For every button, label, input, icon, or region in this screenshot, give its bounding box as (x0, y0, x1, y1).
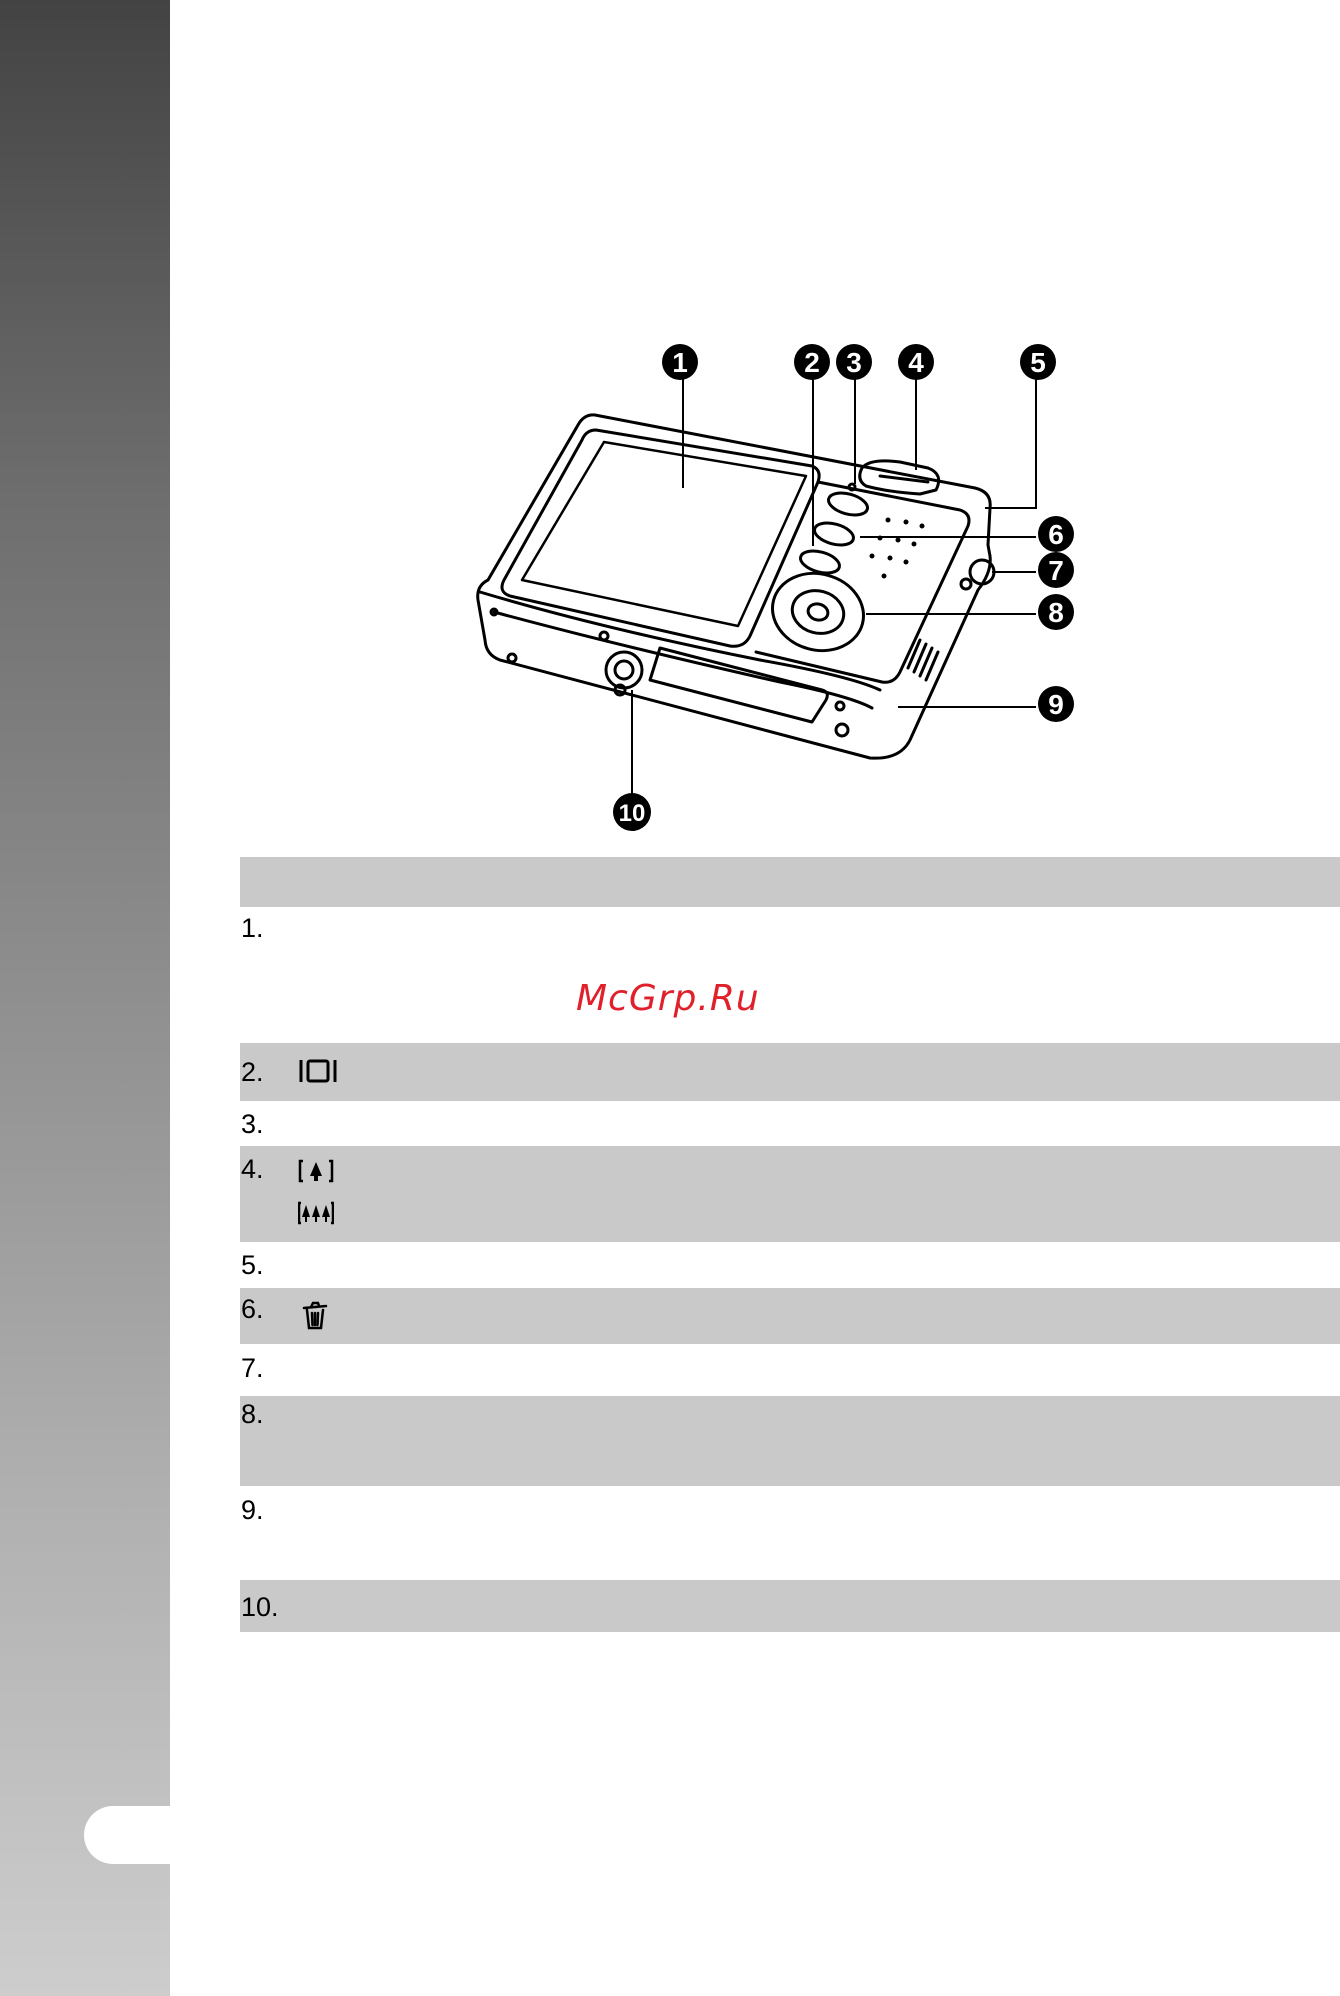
table-row (240, 1288, 1340, 1344)
callout-4 (898, 344, 934, 380)
watermark: McGrp.Ru (576, 978, 760, 1019)
svg-text:1: 1 (672, 347, 688, 378)
svg-text:4: 4 (908, 347, 924, 378)
callout-9 (1038, 686, 1074, 722)
table-row (240, 1146, 1340, 1242)
row-number: 2. (241, 1057, 264, 1087)
callout-6 (1038, 516, 1074, 552)
table-row (240, 1242, 1340, 1288)
svg-text:8: 8 (1048, 597, 1064, 628)
zoom-tele-icon (298, 1159, 334, 1188)
svg-text:5: 5 (1030, 347, 1046, 378)
table-row (240, 1396, 1340, 1486)
callout-1 (662, 344, 698, 380)
callout-2 (794, 344, 830, 380)
callout-3 (836, 344, 872, 380)
svg-text:10: 10 (618, 800, 646, 827)
zoom-wide-icon (298, 1201, 334, 1230)
table-row (240, 907, 1340, 1043)
row-number: 10. (241, 1592, 279, 1622)
trash-icon (302, 1301, 328, 1336)
row-number: 6. (241, 1294, 264, 1324)
table-row (240, 1043, 1340, 1101)
row-number: 5. (241, 1250, 264, 1280)
camera-diagram (0, 0, 1340, 850)
row-number: 1. (241, 913, 264, 943)
svg-text:3: 3 (846, 347, 862, 378)
callout-10 (613, 793, 651, 831)
table-row (240, 1580, 1340, 1632)
row-number: 3. (241, 1109, 264, 1139)
callout-7 (1038, 552, 1074, 588)
row-number: 4. (241, 1154, 264, 1184)
svg-text:7: 7 (1048, 555, 1064, 586)
svg-text:2: 2 (804, 347, 820, 378)
table-row (240, 1344, 1340, 1396)
table-row (240, 1486, 1340, 1580)
table-row (240, 1101, 1340, 1146)
row-number: 8. (241, 1399, 264, 1429)
display-toggle-icon (298, 1058, 338, 1089)
row-number: 7. (241, 1353, 264, 1383)
callout-8 (1038, 594, 1074, 630)
table-header-bar (240, 857, 1340, 907)
page-number-tab (84, 1806, 170, 1864)
svg-text:6: 6 (1048, 519, 1064, 550)
svg-text:9: 9 (1048, 689, 1064, 720)
row-number: 9. (241, 1495, 264, 1525)
callout-5 (1020, 344, 1056, 380)
